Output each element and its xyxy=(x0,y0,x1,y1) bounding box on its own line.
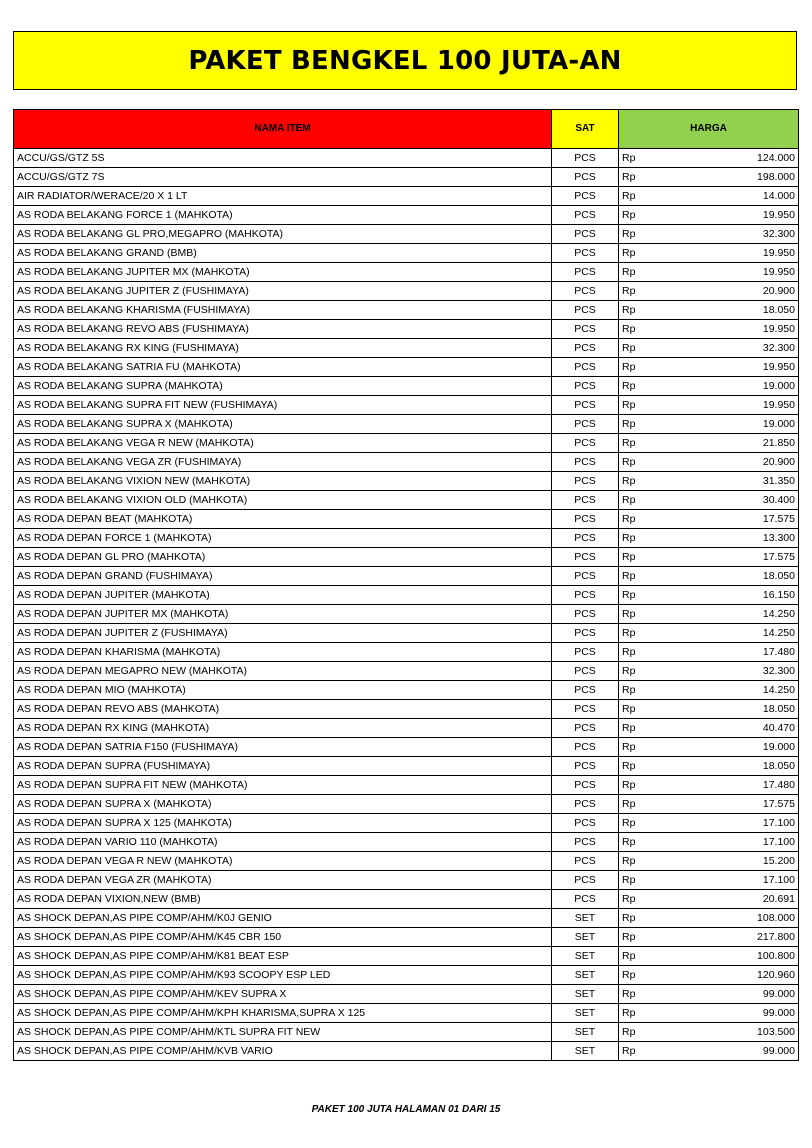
price-cell xyxy=(619,814,799,833)
page-footer: PAKET 100 JUTA HALAMAN 01 DARI 15 xyxy=(311,1104,501,1115)
price-cell xyxy=(619,225,799,244)
price-value: 17.480 xyxy=(762,645,795,658)
price-value: 100.800 xyxy=(757,949,795,962)
item-name-cell: AS RODA DEPAN SUPRA X 125 (MAHKOTA) xyxy=(14,814,552,833)
unit-cell: PCS xyxy=(552,700,619,719)
item-name-cell: AS RODA DEPAN JUPITER Z (FUSHIMAYA) xyxy=(14,624,552,643)
table-row xyxy=(14,852,799,871)
price-cell xyxy=(619,263,799,282)
unit-cell: PCS xyxy=(552,738,619,757)
price-cell xyxy=(619,700,799,719)
table-row xyxy=(14,301,799,320)
currency-label: Rp xyxy=(622,607,636,620)
item-name-cell: AS SHOCK DEPAN,AS PIPE COMP/AHM/KEV SUPRA X xyxy=(14,985,552,1004)
item-name-cell: AS RODA BELAKANG VEGA ZR (FUSHIMAYA) xyxy=(14,453,552,472)
price-value: 32.300 xyxy=(762,664,795,677)
unit-cell: PCS xyxy=(552,453,619,472)
table-row xyxy=(14,491,799,510)
unit-cell: PCS xyxy=(552,871,619,890)
price-cell xyxy=(619,415,799,434)
currency-label: Rp xyxy=(622,930,636,943)
unit-cell: PCS xyxy=(552,833,619,852)
column-header-nama-item: NAMA ITEM xyxy=(14,110,552,149)
price-value: 17.575 xyxy=(762,550,795,563)
currency-label: Rp xyxy=(622,455,636,468)
price-cell xyxy=(619,377,799,396)
table-row xyxy=(14,434,799,453)
currency-label: Rp xyxy=(622,398,636,411)
item-name-cell: AS RODA DEPAN VARIO 110 (MAHKOTA) xyxy=(14,833,552,852)
unit-cell: SET xyxy=(552,928,619,947)
table-row xyxy=(14,776,799,795)
price-cell xyxy=(619,358,799,377)
unit-cell: PCS xyxy=(552,548,619,567)
unit-cell: PCS xyxy=(552,719,619,738)
price-value: 32.300 xyxy=(762,341,795,354)
price-value: 19.000 xyxy=(762,417,795,430)
currency-label: Rp xyxy=(622,531,636,544)
item-name-cell: AS RODA BELAKANG RX KING (FUSHIMAYA) xyxy=(14,339,552,358)
price-value: 20.900 xyxy=(762,455,795,468)
unit-cell: PCS xyxy=(552,339,619,358)
unit-cell: PCS xyxy=(552,415,619,434)
price-cell xyxy=(619,909,799,928)
item-name-cell: AS SHOCK DEPAN,AS PIPE COMP/AHM/K45 CBR 150 xyxy=(14,928,552,947)
currency-label: Rp xyxy=(622,588,636,601)
price-value: 16.150 xyxy=(762,588,795,601)
table-row xyxy=(14,757,799,776)
unit-cell: PCS xyxy=(552,529,619,548)
price-value: 14.250 xyxy=(762,607,795,620)
table-row xyxy=(14,472,799,491)
price-table xyxy=(13,109,799,1061)
currency-label: Rp xyxy=(622,1044,636,1057)
table-body xyxy=(14,149,799,1061)
unit-cell: SET xyxy=(552,947,619,966)
item-name-cell: AS RODA DEPAN SATRIA F150 (FUSHIMAYA) xyxy=(14,738,552,757)
currency-label: Rp xyxy=(622,303,636,316)
price-value: 124.000 xyxy=(757,151,795,164)
unit-cell: PCS xyxy=(552,187,619,206)
unit-cell: PCS xyxy=(552,852,619,871)
unit-cell: SET xyxy=(552,1004,619,1023)
price-value: 13.300 xyxy=(762,531,795,544)
unit-cell: SET xyxy=(552,985,619,1004)
price-cell xyxy=(619,510,799,529)
table-row xyxy=(14,624,799,643)
unit-cell: SET xyxy=(552,909,619,928)
unit-cell: PCS xyxy=(552,434,619,453)
table-row xyxy=(14,339,799,358)
unit-cell: SET xyxy=(552,1042,619,1061)
currency-label: Rp xyxy=(622,512,636,525)
price-cell xyxy=(619,320,799,339)
currency-label: Rp xyxy=(622,1006,636,1019)
price-cell xyxy=(619,339,799,358)
price-value: 17.100 xyxy=(762,835,795,848)
currency-label: Rp xyxy=(622,835,636,848)
unit-cell: PCS xyxy=(552,586,619,605)
table-row xyxy=(14,738,799,757)
item-name-cell: ACCU/GS/GTZ 7S xyxy=(14,168,552,187)
currency-label: Rp xyxy=(622,227,636,240)
item-name-cell: AS RODA BELAKANG VEGA R NEW (MAHKOTA) xyxy=(14,434,552,453)
table-row xyxy=(14,586,799,605)
price-cell xyxy=(619,776,799,795)
table-row xyxy=(14,795,799,814)
unit-cell: PCS xyxy=(552,263,619,282)
currency-label: Rp xyxy=(622,493,636,506)
currency-label: Rp xyxy=(622,968,636,981)
unit-cell: PCS xyxy=(552,206,619,225)
item-name-cell: AS RODA BELAKANG GL PRO,MEGAPRO (MAHKOTA) xyxy=(14,225,552,244)
currency-label: Rp xyxy=(622,379,636,392)
currency-label: Rp xyxy=(622,664,636,677)
table-row xyxy=(14,947,799,966)
unit-cell: PCS xyxy=(552,890,619,909)
table-row xyxy=(14,529,799,548)
currency-label: Rp xyxy=(622,360,636,373)
unit-cell: PCS xyxy=(552,149,619,168)
table-row xyxy=(14,605,799,624)
price-value: 14.000 xyxy=(762,189,795,202)
table-row xyxy=(14,187,799,206)
column-header-sat: SAT xyxy=(552,110,619,149)
unit-cell: PCS xyxy=(552,662,619,681)
price-value: 19.950 xyxy=(762,398,795,411)
unit-cell: SET xyxy=(552,1023,619,1042)
currency-label: Rp xyxy=(622,778,636,791)
unit-cell: PCS xyxy=(552,282,619,301)
price-cell xyxy=(619,966,799,985)
unit-cell: PCS xyxy=(552,605,619,624)
price-value: 120.960 xyxy=(757,968,795,981)
table-row xyxy=(14,966,799,985)
item-name-cell: AS RODA BELAKANG JUPITER MX (MAHKOTA) xyxy=(14,263,552,282)
price-cell xyxy=(619,567,799,586)
table-row xyxy=(14,1042,799,1061)
table-row xyxy=(14,206,799,225)
price-cell xyxy=(619,396,799,415)
currency-label: Rp xyxy=(622,436,636,449)
table-row xyxy=(14,700,799,719)
price-cell xyxy=(619,586,799,605)
table-row xyxy=(14,149,799,168)
price-value: 108.000 xyxy=(757,911,795,924)
unit-cell: PCS xyxy=(552,472,619,491)
price-value: 21.850 xyxy=(762,436,795,449)
table-row xyxy=(14,244,799,263)
unit-cell: PCS xyxy=(552,377,619,396)
price-value: 198.000 xyxy=(757,170,795,183)
item-name-cell: AS RODA BELAKANG SUPRA FIT NEW (FUSHIMAYA) xyxy=(14,396,552,415)
item-name-cell: AS SHOCK DEPAN,AS PIPE COMP/AHM/KVB VARIO xyxy=(14,1042,552,1061)
price-cell xyxy=(619,187,799,206)
item-name-cell: AS RODA DEPAN FORCE 1 (MAHKOTA) xyxy=(14,529,552,548)
price-value: 14.250 xyxy=(762,683,795,696)
item-name-cell: AS SHOCK DEPAN,AS PIPE COMP/AHM/KPH KHARISMA,SUPRA X 125 xyxy=(14,1004,552,1023)
price-cell xyxy=(619,453,799,472)
price-cell xyxy=(619,491,799,510)
currency-label: Rp xyxy=(622,702,636,715)
price-value: 40.470 xyxy=(762,721,795,734)
table-row xyxy=(14,681,799,700)
price-cell xyxy=(619,719,799,738)
price-cell xyxy=(619,852,799,871)
unit-cell: PCS xyxy=(552,320,619,339)
item-name-cell: AS SHOCK DEPAN,AS PIPE COMP/AHM/K93 SCOOPY ESP LED xyxy=(14,966,552,985)
currency-label: Rp xyxy=(622,816,636,829)
currency-label: Rp xyxy=(622,949,636,962)
item-name-cell: AS RODA BELAKANG GRAND (BMB) xyxy=(14,244,552,263)
price-value: 17.100 xyxy=(762,816,795,829)
price-value: 32.300 xyxy=(762,227,795,240)
price-cell xyxy=(619,795,799,814)
unit-cell: PCS xyxy=(552,396,619,415)
currency-label: Rp xyxy=(622,189,636,202)
title-banner xyxy=(13,31,797,90)
item-name-cell: AS RODA DEPAN GL PRO (MAHKOTA) xyxy=(14,548,552,567)
currency-label: Rp xyxy=(622,683,636,696)
table-row xyxy=(14,510,799,529)
price-cell xyxy=(619,529,799,548)
unit-cell: PCS xyxy=(552,624,619,643)
table-row xyxy=(14,415,799,434)
price-cell xyxy=(619,681,799,700)
price-value: 19.950 xyxy=(762,208,795,221)
currency-label: Rp xyxy=(622,759,636,772)
currency-label: Rp xyxy=(622,626,636,639)
price-cell xyxy=(619,282,799,301)
table-row xyxy=(14,358,799,377)
price-value: 19.950 xyxy=(762,322,795,335)
price-value: 19.950 xyxy=(762,360,795,373)
currency-label: Rp xyxy=(622,246,636,259)
unit-cell: PCS xyxy=(552,681,619,700)
item-name-cell: AS RODA DEPAN KHARISMA (MAHKOTA) xyxy=(14,643,552,662)
price-cell xyxy=(619,1023,799,1042)
table-row xyxy=(14,225,799,244)
currency-label: Rp xyxy=(622,208,636,221)
item-name-cell: AIR RADIATOR/WERACE/20 X 1 LT xyxy=(14,187,552,206)
item-name-cell: AS RODA DEPAN VEGA R NEW (MAHKOTA) xyxy=(14,852,552,871)
unit-cell: PCS xyxy=(552,643,619,662)
price-cell xyxy=(619,928,799,947)
unit-cell: PCS xyxy=(552,776,619,795)
price-value: 217.800 xyxy=(757,930,795,943)
currency-label: Rp xyxy=(622,987,636,1000)
currency-label: Rp xyxy=(622,854,636,867)
table-row xyxy=(14,833,799,852)
currency-label: Rp xyxy=(622,740,636,753)
price-cell xyxy=(619,738,799,757)
price-cell xyxy=(619,472,799,491)
table-row xyxy=(14,396,799,415)
currency-label: Rp xyxy=(622,151,636,164)
item-name-cell: AS RODA BELAKANG FORCE 1 (MAHKOTA) xyxy=(14,206,552,225)
price-cell xyxy=(619,1042,799,1061)
price-value: 19.950 xyxy=(762,265,795,278)
unit-cell: PCS xyxy=(552,244,619,263)
price-value: 99.000 xyxy=(762,987,795,1000)
table-row xyxy=(14,567,799,586)
price-cell xyxy=(619,643,799,662)
price-value: 20.900 xyxy=(762,284,795,297)
table-row xyxy=(14,890,799,909)
item-name-cell: AS RODA DEPAN RX KING (MAHKOTA) xyxy=(14,719,552,738)
item-name-cell: AS RODA DEPAN GRAND (FUSHIMAYA) xyxy=(14,567,552,586)
price-cell xyxy=(619,149,799,168)
unit-cell: PCS xyxy=(552,814,619,833)
item-name-cell: AS RODA DEPAN JUPITER (MAHKOTA) xyxy=(14,586,552,605)
currency-label: Rp xyxy=(622,265,636,278)
table-row xyxy=(14,662,799,681)
item-name-cell: ACCU/GS/GTZ 5S xyxy=(14,149,552,168)
item-name-cell: AS SHOCK DEPAN,AS PIPE COMP/AHM/K81 BEAT ESP xyxy=(14,947,552,966)
price-value: 14.250 xyxy=(762,626,795,639)
price-value: 18.050 xyxy=(762,759,795,772)
price-value: 20.691 xyxy=(762,892,795,905)
item-name-cell: AS RODA DEPAN REVO ABS (MAHKOTA) xyxy=(14,700,552,719)
price-cell xyxy=(619,244,799,263)
unit-cell: SET xyxy=(552,966,619,985)
price-cell xyxy=(619,890,799,909)
unit-cell: PCS xyxy=(552,510,619,529)
table-row xyxy=(14,320,799,339)
unit-cell: PCS xyxy=(552,301,619,320)
price-value: 31.350 xyxy=(762,474,795,487)
item-name-cell: AS RODA BELAKANG REVO ABS (FUSHIMAYA) xyxy=(14,320,552,339)
page-title: PAKET BENGKEL 100 JUTA-AN xyxy=(188,45,622,76)
price-cell xyxy=(619,168,799,187)
table-row xyxy=(14,643,799,662)
table-row xyxy=(14,928,799,947)
item-name-cell: AS RODA BELAKANG VIXION OLD (MAHKOTA) xyxy=(14,491,552,510)
item-name-cell: AS RODA BELAKANG JUPITER Z (FUSHIMAYA) xyxy=(14,282,552,301)
currency-label: Rp xyxy=(622,569,636,582)
item-name-cell: AS RODA BELAKANG SUPRA (MAHKOTA) xyxy=(14,377,552,396)
price-value: 18.050 xyxy=(762,303,795,316)
price-cell xyxy=(619,985,799,1004)
price-value: 19.000 xyxy=(762,740,795,753)
item-name-cell: AS RODA BELAKANG SATRIA FU (MAHKOTA) xyxy=(14,358,552,377)
price-cell xyxy=(619,434,799,453)
table-row xyxy=(14,871,799,890)
table-row xyxy=(14,719,799,738)
item-name-cell: AS RODA DEPAN JUPITER MX (MAHKOTA) xyxy=(14,605,552,624)
currency-label: Rp xyxy=(622,911,636,924)
item-name-cell: AS RODA DEPAN SUPRA FIT NEW (MAHKOTA) xyxy=(14,776,552,795)
unit-cell: PCS xyxy=(552,795,619,814)
price-value: 15.200 xyxy=(762,854,795,867)
price-cell xyxy=(619,757,799,776)
price-value: 17.575 xyxy=(762,512,795,525)
currency-label: Rp xyxy=(622,550,636,563)
currency-label: Rp xyxy=(622,417,636,430)
price-value: 18.050 xyxy=(762,569,795,582)
price-value: 103.500 xyxy=(757,1025,795,1038)
currency-label: Rp xyxy=(622,645,636,658)
price-cell xyxy=(619,662,799,681)
currency-label: Rp xyxy=(622,474,636,487)
column-header-harga: HARGA xyxy=(619,110,799,149)
unit-cell: PCS xyxy=(552,757,619,776)
table-row xyxy=(14,909,799,928)
item-name-cell: AS RODA BELAKANG KHARISMA (FUSHIMAYA) xyxy=(14,301,552,320)
item-name-cell: AS RODA DEPAN BEAT (MAHKOTA) xyxy=(14,510,552,529)
price-cell xyxy=(619,301,799,320)
item-name-cell: AS SHOCK DEPAN,AS PIPE COMP/AHM/KTL SUPRA FIT NEW xyxy=(14,1023,552,1042)
item-name-cell: AS RODA DEPAN VEGA ZR (MAHKOTA) xyxy=(14,871,552,890)
currency-label: Rp xyxy=(622,284,636,297)
item-name-cell: AS RODA DEPAN SUPRA X (MAHKOTA) xyxy=(14,795,552,814)
unit-cell: PCS xyxy=(552,491,619,510)
table-row xyxy=(14,1004,799,1023)
currency-label: Rp xyxy=(622,341,636,354)
item-name-cell: AS RODA DEPAN MEGAPRO NEW (MAHKOTA) xyxy=(14,662,552,681)
table-row xyxy=(14,377,799,396)
unit-cell: PCS xyxy=(552,567,619,586)
table-row xyxy=(14,168,799,187)
price-value: 17.100 xyxy=(762,873,795,886)
price-cell xyxy=(619,833,799,852)
unit-cell: PCS xyxy=(552,358,619,377)
currency-label: Rp xyxy=(622,873,636,886)
price-cell xyxy=(619,624,799,643)
currency-label: Rp xyxy=(622,1025,636,1038)
item-name-cell: AS RODA BELAKANG SUPRA X (MAHKOTA) xyxy=(14,415,552,434)
unit-cell: PCS xyxy=(552,168,619,187)
currency-label: Rp xyxy=(622,797,636,810)
price-value: 99.000 xyxy=(762,1006,795,1019)
price-cell xyxy=(619,1004,799,1023)
currency-label: Rp xyxy=(622,170,636,183)
item-name-cell: AS RODA BELAKANG VIXION NEW (MAHKOTA) xyxy=(14,472,552,491)
price-value: 17.575 xyxy=(762,797,795,810)
item-name-cell: AS RODA DEPAN SUPRA (FUSHIMAYA) xyxy=(14,757,552,776)
price-cell xyxy=(619,871,799,890)
unit-cell: PCS xyxy=(552,225,619,244)
price-cell xyxy=(619,206,799,225)
table-row xyxy=(14,985,799,1004)
price-value: 99.000 xyxy=(762,1044,795,1057)
table-row xyxy=(14,453,799,472)
price-value: 17.480 xyxy=(762,778,795,791)
table-row xyxy=(14,263,799,282)
price-cell xyxy=(619,947,799,966)
price-cell xyxy=(619,548,799,567)
price-value: 18.050 xyxy=(762,702,795,715)
table-row xyxy=(14,548,799,567)
table-row xyxy=(14,1023,799,1042)
currency-label: Rp xyxy=(622,721,636,734)
currency-label: Rp xyxy=(622,892,636,905)
price-value: 19.000 xyxy=(762,379,795,392)
table-row xyxy=(14,814,799,833)
item-name-cell: AS RODA DEPAN MIO (MAHKOTA) xyxy=(14,681,552,700)
price-value: 30.400 xyxy=(762,493,795,506)
price-cell xyxy=(619,605,799,624)
currency-label: Rp xyxy=(622,322,636,335)
table-row xyxy=(14,282,799,301)
table-header-row xyxy=(14,110,799,149)
item-name-cell: AS SHOCK DEPAN,AS PIPE COMP/AHM/K0J GENIO xyxy=(14,909,552,928)
item-name-cell: AS RODA DEPAN VIXION,NEW (BMB) xyxy=(14,890,552,909)
price-value: 19.950 xyxy=(762,246,795,259)
